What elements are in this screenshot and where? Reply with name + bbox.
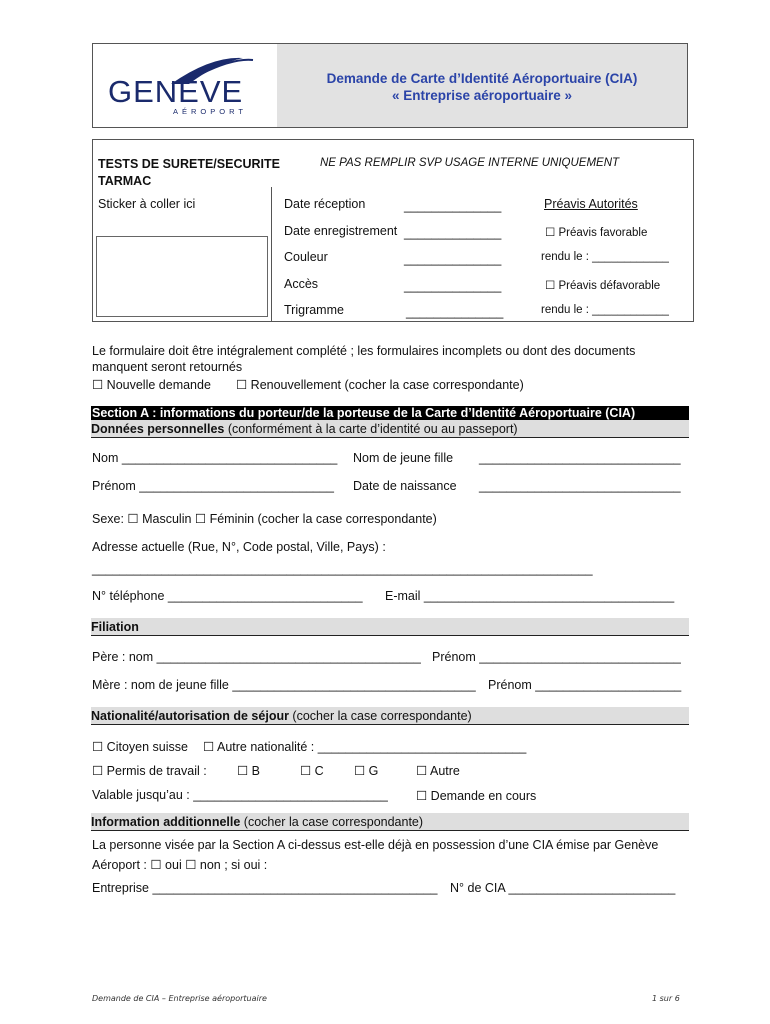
autre-nationalite-field[interactable]: ☐ Autre nationalité : ______________________________	[203, 740, 527, 754]
mere-prenom-field[interactable]: Prénom _____________________	[488, 678, 682, 692]
entreprise-field[interactable]: Entreprise _________________________________________	[92, 881, 438, 895]
preavis-favorable-checkbox[interactable]: ☐ Préavis favorable	[545, 227, 648, 239]
citoyen-suisse-checkbox[interactable]: ☐ Citoyen suisse	[92, 740, 188, 754]
blank-acces[interactable]: ______________	[404, 279, 502, 293]
header-box	[92, 43, 688, 128]
intro-line1: Le formulaire doit être intégralement complété ; les formulaires incomplets ou dont des documents	[92, 344, 636, 358]
permis-g-checkbox[interactable]: ☐ G	[354, 764, 379, 778]
email-field[interactable]: E-mail ____________________________________	[385, 589, 675, 603]
tests-title-2: TARMAC	[98, 174, 152, 188]
permis-b-checkbox[interactable]: ☐ B	[237, 764, 261, 778]
filiation-title: Filiation	[91, 620, 139, 634]
info-question-line1: La personne visée par la Section A ci-dessus est-elle déjà en possession d’une CIA émise par Genève	[92, 838, 659, 852]
nouvelle-demande-checkbox[interactable]: ☐ Nouvelle demande	[92, 378, 211, 392]
date-naissance-label: Date de naissance	[353, 479, 457, 493]
tests-title: TESTS DE SURETE/SECURITE	[98, 157, 280, 171]
blank-couleur[interactable]: ______________	[404, 252, 502, 266]
nom-jeune-fille-field[interactable]: _____________________________	[479, 451, 681, 465]
preavis-title: Préavis Autorités	[544, 197, 638, 211]
logo-cell	[93, 44, 278, 127]
form-subtitle: « Entreprise aéroportuaire »	[391, 88, 573, 103]
info-question-line2[interactable]: Aéroport : ☐ oui ☐ non ; si oui :	[92, 858, 268, 872]
divider	[271, 187, 272, 322]
sticker-label: Sticker à coller ici	[98, 197, 196, 211]
info-additionnelle-title: Information additionnelle	[91, 815, 241, 829]
intro-line2: manquent seront retournés	[92, 360, 243, 374]
info-additionnelle-header	[91, 813, 689, 831]
donnees-note: (conformément à la carte d’identité ou au passeport)	[224, 422, 518, 436]
form-title: Demande de Carte d’Identité Aéroportuaire (CIA)	[326, 71, 638, 86]
pere-nom-field[interactable]: Père : nom ______________________________________	[92, 650, 421, 664]
field-date-enregistrement: Date enregistrement	[284, 224, 398, 238]
field-date-reception: Date réception	[284, 197, 366, 211]
sticker-area	[96, 236, 268, 317]
filiation-header	[91, 618, 689, 636]
section-a-title: Section A : informations du porteur/de la porteuse de la Carte d’Identité Aéroportuaire (CIA)	[91, 406, 689, 420]
nom-field[interactable]: Nom _______________________________	[92, 451, 338, 465]
nom-jeune-fille-label: Nom de jeune fille	[353, 451, 454, 465]
preavis-defavorable-checkbox[interactable]: ☐ Préavis défavorable	[545, 280, 661, 292]
logo-main: GENÈVE	[108, 74, 244, 109]
footer-left: Demande de CIA – Entreprise aéroportuaire	[92, 994, 267, 1003]
field-acces: Accès	[284, 277, 319, 291]
field-couleur: Couleur	[284, 250, 328, 264]
telephone-field[interactable]: N° téléphone ____________________________	[92, 589, 363, 603]
page-number: 1 sur 6	[652, 994, 680, 1003]
no-cia-field[interactable]: N° de CIA ________________________	[450, 881, 676, 895]
nationalite-note: (cocher la case correspondante)	[288, 709, 472, 723]
rendu-le-1[interactable]: rendu le : ____________	[541, 251, 669, 263]
rendu-le-2[interactable]: rendu le : ____________	[541, 304, 669, 316]
blank-date-reception[interactable]: ______________	[404, 199, 502, 213]
blank-date-enregistrement[interactable]: ______________	[404, 226, 502, 240]
field-trigramme: Trigramme	[284, 303, 344, 317]
nationalite-header	[91, 707, 689, 725]
adresse-label: Adresse actuelle (Rue, N°, Code postal, Ville, Pays) :	[92, 540, 386, 554]
title-cell	[277, 44, 687, 127]
valable-jusqu-field[interactable]: Valable jusqu’au : ____________________________	[92, 788, 388, 802]
pere-prenom-field[interactable]: Prénom _____________________________	[432, 650, 681, 664]
date-naissance-field[interactable]: _____________________________	[479, 479, 681, 493]
blank-trigramme[interactable]: ______________	[406, 305, 504, 319]
prenom-field[interactable]: Prénom ____________________________	[92, 479, 334, 493]
permis-c-checkbox[interactable]: ☐ C	[300, 764, 324, 778]
renouvellement-checkbox[interactable]: ☐ Renouvellement (cocher la case correspondante)	[236, 378, 524, 392]
demande-en-cours-checkbox[interactable]: ☐ Demande en cours	[416, 789, 537, 803]
donnees-title: Données personnelles	[91, 422, 225, 436]
info-additionnelle-note: (cocher la case correspondante)	[240, 815, 424, 829]
permis-autre-checkbox[interactable]: ☐ Autre	[416, 764, 460, 778]
logo-sub: AÉROPORT	[173, 107, 247, 116]
sexe-checkboxes[interactable]: Sexe: ☐ Masculin ☐ Féminin (cocher la case correspondante)	[92, 512, 437, 526]
mere-nom-field[interactable]: Mère : nom de jeune fille ___________________________________	[92, 678, 476, 692]
permis-travail-checkbox[interactable]: ☐ Permis de travail :	[92, 764, 207, 778]
internal-notice: NE PAS REMPLIR SVP USAGE INTERNE UNIQUEMENT	[320, 157, 620, 169]
adresse-field[interactable]: ________________________________________________________________________	[92, 562, 593, 576]
donnees-personnelles-header	[91, 420, 689, 438]
nationalite-title: Nationalité/autorisation de séjour	[91, 709, 289, 723]
